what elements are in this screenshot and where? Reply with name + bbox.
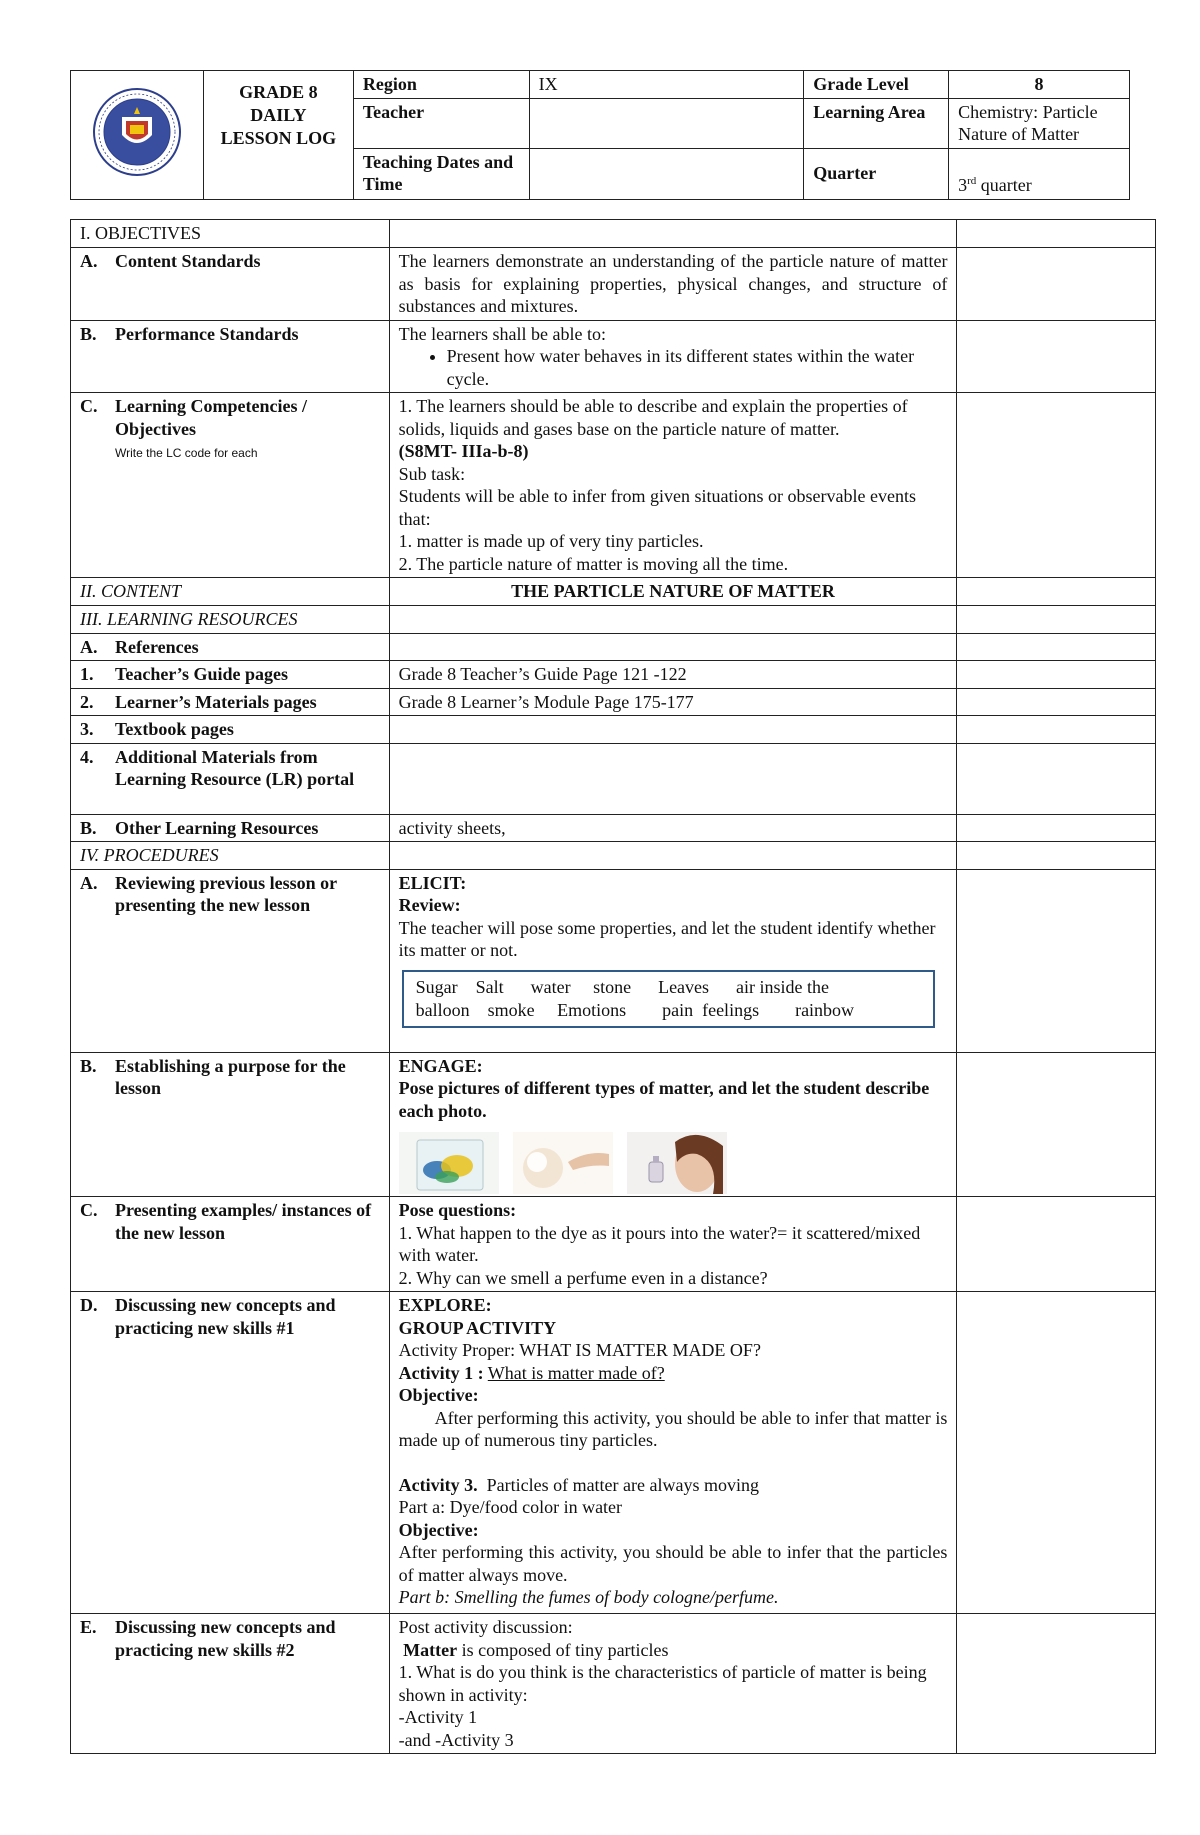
deped-seal-logo [92,87,182,177]
lesson-log-title-cell [203,71,353,200]
matter-statement: Matter is composed of tiny particles [403,1639,669,1660]
performance-standards-label: B. Performance Standards [80,323,299,344]
objective-2-text: After performing this activity, you should be able to infer that the particles of matter always move. [398,1542,948,1585]
grade-level-value: 8 [949,71,1130,99]
lc-item-1: 1. matter is made up of very tiny particles. [398,531,704,551]
procedures-heading: IV. PROCEDURES [71,842,390,870]
objectives-heading: I. OBJECTIVES [71,220,390,248]
grade-level-label: Grade Level [804,71,949,99]
activity-1-ref: -Activity 1 [398,1707,478,1727]
content-standards-text: The learners demonstrate an understanding of the particle nature of matter as basis for explaining properties, physical changes, and structure of substances and mixtures. [389,248,957,321]
quarter-label: Quarter [804,148,949,199]
review-heading: Review: [398,895,461,915]
learning-competencies-cell [389,393,957,578]
procedure-b-label: B. Establishing a purpose for the lesson [80,1055,346,1098]
learners-materials-value: Grade 8 Learner’s Module Page 175-177 [389,688,957,716]
lc-code: (S8MT- IIIa-b-8) [398,441,529,461]
header-table [70,70,1130,200]
learners-materials-label: 2. Learner’s Materials pages [80,691,317,712]
dye-in-water-photo [399,1132,499,1194]
teacher-value [529,98,804,148]
lc-line-1: 1. The learners should be able to describe and explain the properties of solids, liquids and gases base on the particle nature of matter. [398,396,908,439]
lc-subtask: Sub task: [398,463,466,484]
content-standards-label: A. Content Standards [80,251,261,271]
box-line-2: balloon smoke Emotions pain feelings rainbow [415,999,855,1020]
lesson-table [70,219,1156,1754]
elicit-heading: ELICIT: [398,872,467,893]
references-label: A. References [80,636,199,657]
matter-or-not-box [402,970,936,1028]
post-activity-heading: Post activity discussion: [398,1617,573,1637]
other-resources-label: B. Other Learning Resources [80,817,319,838]
region-value: IX [529,71,804,99]
engage-text: Pose pictures of different types of matter, and let the student describe each photo. [398,1078,930,1121]
quarter-text: quarter [980,175,1032,195]
lc-code-note: Write the LC code for each [115,446,258,460]
title-lesson-log: LESSON LOG [220,128,337,148]
procedure-b-cell [389,1052,957,1197]
procedure-a-cell [389,869,957,1052]
procedure-c-label: C. Presenting examples/ instances of the new lesson [80,1200,372,1243]
learning-area-label: Learning Area [804,98,949,148]
matter-photos [399,1132,948,1194]
teachers-guide-label: 1. Teacher’s Guide pages [80,664,288,684]
textbook-pages-label: 3. Textbook pages [80,719,234,739]
content-value: THE PARTICLE NATURE OF MATTER [389,578,957,606]
review-text: The teacher will pose some properties, and let the student identify whether its matter or not. [398,917,936,960]
box-line-1: Sugar Salt water stone Leaves air inside the [415,976,830,997]
explore-heading: EXPLORE: [398,1295,492,1315]
content-heading: II. CONTENT [71,578,390,606]
procedure-c-cell [389,1197,957,1292]
quarter-value [949,148,1130,199]
quarter-suffix: rd [967,175,977,187]
pose-questions-heading: Pose questions: [398,1200,517,1220]
teaching-dates-value [529,148,804,199]
learning-competencies-label: C. Learning Competencies / Objectives Write the LC code for each [80,396,307,460]
part-a: Part a: Dye/food color in water [398,1497,623,1517]
deped-seal-cell [71,71,204,200]
procedure-d-label: D. Discussing new concepts and practicing new skills #1 [80,1295,336,1338]
procedure-e-cell [389,1614,957,1754]
learning-area-value: Chemistry: Particle Nature of Matter [949,98,1130,148]
teachers-guide-value: Grade 8 Teacher’s Guide Page 121 -122 [389,661,957,689]
title-grade: GRADE 8 [239,82,318,102]
question-2: 2. Why can we smell a perfume even in a distance? [398,1267,768,1288]
additional-materials-label: 4. Additional Materials from Learning Resource (LR) portal [80,746,355,789]
question-1: 1. What happen to the dye as it pours into the water?= it scattered/mixed with water. [398,1222,921,1265]
quarter-number: 3 [958,175,968,195]
part-b: Part b: Smelling the fumes of body cologne/perfume. [398,1587,779,1607]
activity-3-line: Activity 3. Particles of matter are always moving [398,1474,760,1495]
procedure-a-label: A. Reviewing previous lesson or presenting the new lesson [80,872,337,915]
procedure-e-label: E. Discussing new concepts and practicing new skills #2 [80,1617,336,1660]
procedure-d-cell [389,1292,957,1614]
activity-proper: Activity Proper: WHAT IS MATTER MADE OF? [398,1340,761,1360]
other-resources-value: activity sheets, [389,814,957,842]
activity-3-ref: -and -Activity 3 [398,1729,514,1750]
performance-standards-bullet: • Present how water behaves in its different states within the water cycle. [447,345,948,390]
powder-puff-photo [513,1132,613,1194]
objective-2-heading: Objective: [398,1519,479,1540]
activity-1-line: Activity 1 : What is matter made of? [398,1362,665,1383]
objective-1-text: After performing this activity, you should be able to infer that matter is made up of numerous tiny particles. [398,1407,948,1450]
discussion-question: 1. What is do you think is the characteristics of particle of matter is being shown in activity: [398,1662,927,1705]
teaching-dates-label: Teaching Dates and Time [353,148,529,199]
title-daily: DAILY [250,105,307,125]
region-label: Region [353,71,529,99]
engage-heading: ENGAGE: [398,1055,483,1076]
perfume-woman-photo [627,1132,727,1194]
teacher-label: Teacher [353,98,529,148]
objective-1-heading: Objective: [398,1385,479,1405]
performance-standards-cell [389,320,957,393]
resources-heading: III. LEARNING RESOURCES [71,606,390,634]
lc-item-2: 2. The particle nature of matter is moving all the time. [398,553,789,574]
group-activity-heading: GROUP ACTIVITY [398,1317,557,1338]
performance-standards-intro: The learners shall be able to: [398,323,607,344]
lc-infer: Students will be able to infer from given situations or observable events that: [398,486,916,529]
